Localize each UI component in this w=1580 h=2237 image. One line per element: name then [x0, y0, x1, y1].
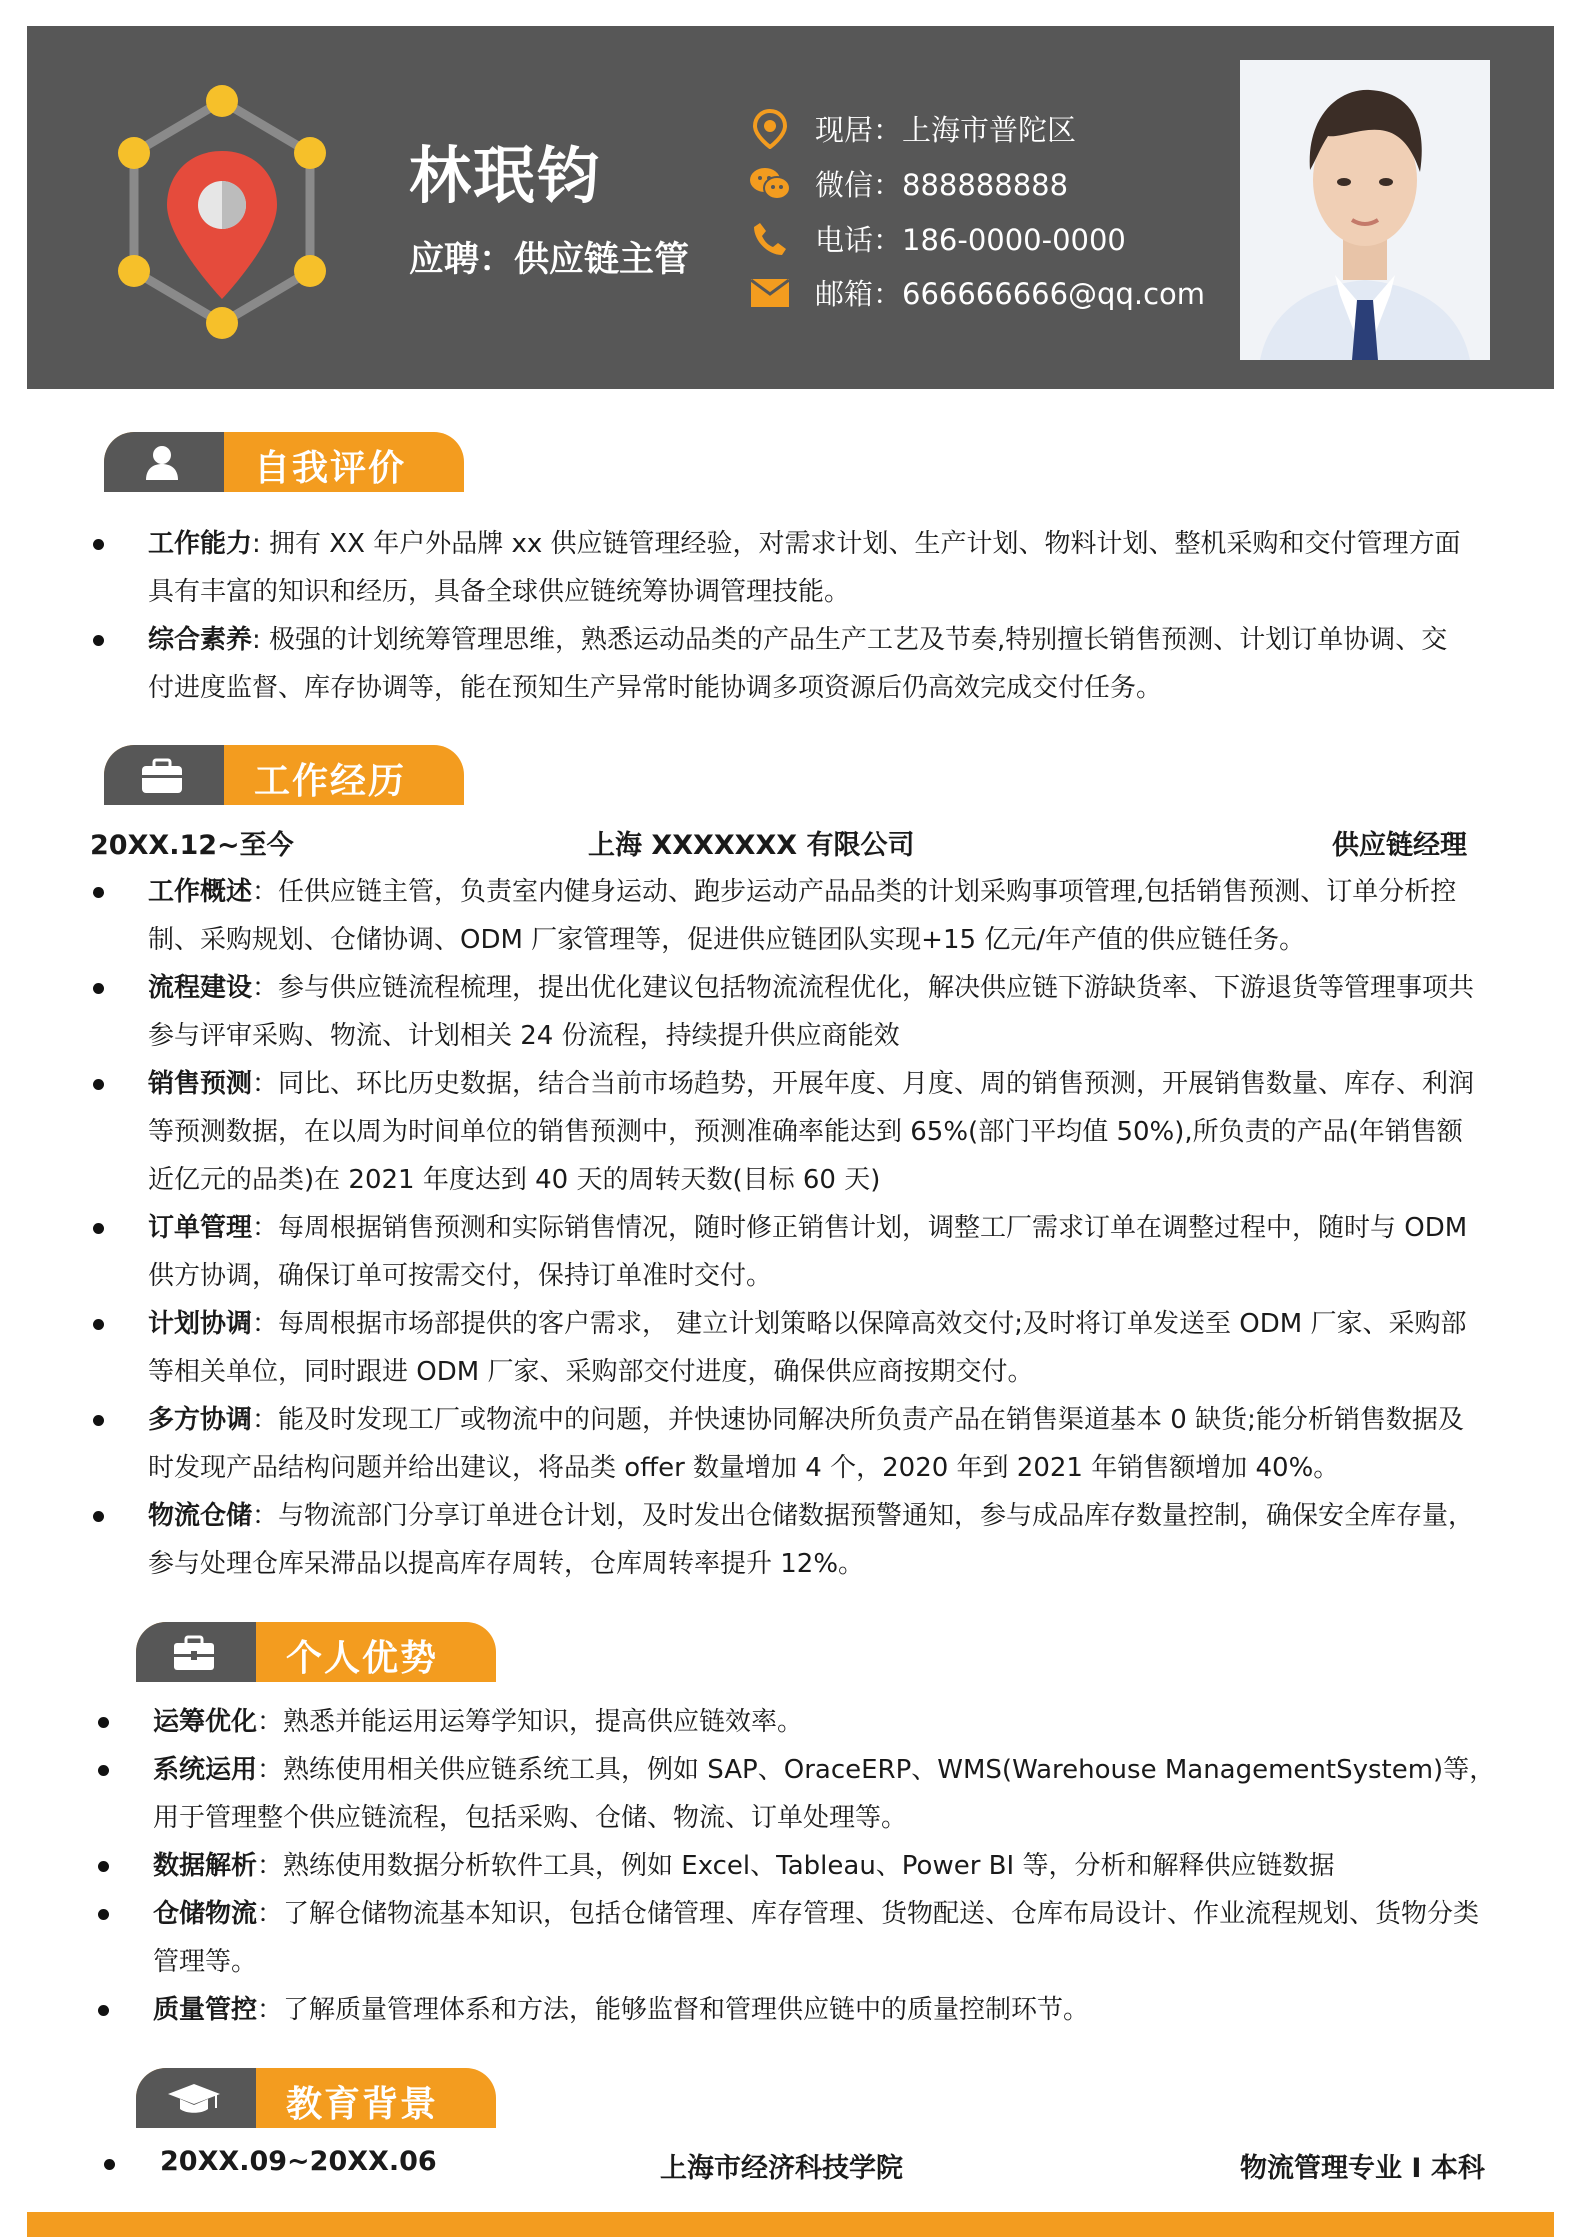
work-period: 20XX.12~至今 [90, 830, 294, 861]
phone-icon [747, 219, 793, 259]
list-item: 仓储物流：了解仓储物流基本知识，包括仓储管理、库存管理、货物配送、仓库布局设计、作业流程规划、货物分类管理等。 [98, 1890, 1498, 1986]
list-item: 系统运用：熟练使用相关供应链系统工具，例如 SAP、OraceERP、WMS(Warehouse ManagementSystem)等，用于管理整个供应链流程，包括采购、仓储、物流、订单处理等。 [98, 1746, 1498, 1842]
location-logo-icon [97, 81, 347, 351]
section-header-self-evaluation [104, 432, 464, 492]
list-item: 综合素养: 极强的计划统筹管理思维，熟悉运动品类的产品生产工艺及节奏,特别擅长销售预测、计划订单协调、交付进度监督、库存协调等，能在预知生产异常时能协调多项资源后仍高效完成交付任务。 [93, 616, 1473, 712]
edu-major: 物流管理专业 I 本科 [1240, 2153, 1485, 2184]
section-header-education [136, 2068, 496, 2128]
mail-icon [747, 273, 793, 313]
wechat-icon [747, 164, 793, 204]
person-icon [134, 444, 190, 482]
section-title: 教育背景 [286, 2084, 439, 2125]
section-header-advantages [136, 1622, 496, 1682]
list-item: 订单管理：每周根据销售预测和实际销售情况，随时修正销售计划，调整工厂需求订单在调整过程中，随时与 ODM 供方协调，确保订单可按需交付，保持订单准时交付。 [93, 1204, 1483, 1300]
list-item: 工作能力: 拥有 XX 年户外品牌 xx 供应链管理经验，对需求计划、生产计划、物料计划、整机采购和交付管理方面具有丰富的知识和经历，具备全球供应链统筹协调管理技能。 [93, 520, 1473, 616]
briefcase-icon [134, 757, 190, 795]
list-item: 工作概述：任供应链主管，负责室内健身运动、跑步运动产品品类的计划采购事项管理,包括销售预测、订单分析控制、采购规划、仓储协调、ODM 厂家管理等，促进供应链团队实现+15 亿元/年产值的供应链任务。 [93, 868, 1483, 964]
contact-mail: 邮箱：666666666@qq.com [747, 272, 1205, 313]
footer-bar [27, 2212, 1554, 2237]
candidate-name: 林珉钧 [409, 139, 602, 212]
list-item: 计划协调：每周根据市场部提供的客户需求， 建立计划策略以保障高效交付;及时将订单发送至 ODM 厂家、采购部等相关单位，同时跟进 ODM 厂家、采购部交付进度，确保供应商按期交付。 [93, 1300, 1483, 1396]
toolbox-icon [166, 1634, 222, 1672]
section-title: 工作经历 [254, 761, 407, 802]
applied-position: 应聘：供应链主管 [409, 240, 690, 280]
list-item: 物流仓储：与物流部门分享订单进仓计划，及时发出仓储数据预警通知，参与成品库存数量控制，确保安全库存量，参与处理仓库呆滞品以提高库存周转，仓库周转率提升 12%。 [93, 1492, 1483, 1588]
list-item: 数据解析：熟练使用数据分析软件工具，例如 Excel、Tableau、Power BI 等，分析和解释供应链数据 [98, 1842, 1498, 1890]
profile-photo [1240, 60, 1490, 360]
avatar-illustration [1240, 60, 1490, 360]
work-company: 上海 XXXXXXX 有限公司 [588, 830, 915, 861]
section-title: 个人优势 [286, 1638, 439, 1679]
section-header-work-experience [104, 745, 464, 805]
contact-location: 现居：上海市普陀区 [747, 108, 1076, 149]
section-title: 自我评价 [254, 448, 407, 489]
list-item: 流程建设：参与供应链流程梳理，提出优化建议包括物流流程优化，解决供应链下游缺货率、下游退货等管理事项共参与评审采购、物流、计划相关 24 份流程，持续提升供应商能效 [93, 964, 1483, 1060]
edu-period: 20XX.09~20XX.06 [160, 2146, 437, 2177]
edu-school: 上海市经济科技学院 [660, 2153, 903, 2184]
graduation-cap-icon [166, 2080, 222, 2118]
list-item: 运筹优化：熟悉并能运用运筹学知识，提高供应链效率。 [98, 1698, 1498, 1746]
location-icon [747, 109, 793, 149]
list-item: 销售预测：同比、环比历史数据，结合当前市场趋势，开展年度、月度、周的销售预测，开展销售数量、库存、利润等预测数据，在以周为时间单位的销售预测中，预测准确率能达到 65%(部门平均值 50%),所负责的产品(年销售额近亿元的品类)在 2021 年度达到 40 天的周转天数(目标 60 天) [93, 1060, 1483, 1204]
header-banner [27, 26, 1554, 389]
list-item: 多方协调：能及时发现工厂或物流中的问题，并快速协同解决所负责产品在销售渠道基本 0 缺货;能分析销售数据及时发现产品结构问题并给出建议，将品类 offer 数量增加 4 个，2020 年到 2021 年销售额增加 40%。 [93, 1396, 1483, 1492]
list-item: 质量管控：了解质量管理体系和方法，能够监督和管理供应链中的质量控制环节。 [98, 1986, 1498, 2034]
contact-wechat: 微信：888888888 [747, 163, 1068, 204]
work-role: 供应链经理 [1332, 830, 1467, 861]
contact-phone: 电话：186-0000-0000 [747, 218, 1126, 259]
